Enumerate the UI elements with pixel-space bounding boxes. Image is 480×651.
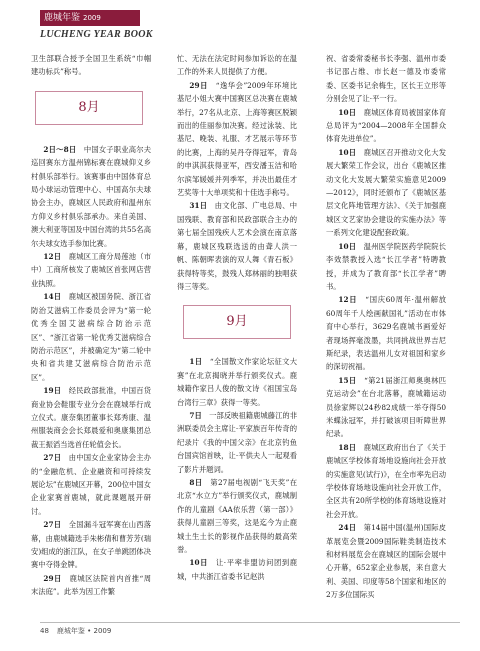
entry-text: 温州医学院医药学院院长李效禁教授入选“长江学者”特聘教授，并成为了教育部“长江学者”聘书。 [326, 241, 447, 291]
entry-date: 1日 [189, 357, 203, 367]
paragraph [31, 384, 151, 451]
entry-text: “国庆60周年·温州解放60周年千人绘画献国礼”活动在市体育中心举行，3629名鹿城书画爱好者现场挥毫泼墨，共同挑战世界吉尼斯纪录，表达温州儿女对祖国和家乡的深切祝福。 [326, 295, 446, 372]
entry-text: “全国散文作家论坛征文大赛”在北京揭晓并举行颁奖仪式。鹿城籍作家吕人俊的散文诗《祖国宝岛台湾行三章》获得一等奖。 [177, 357, 297, 407]
entry-text: 鹿城区召开推动文化大发展大繁荣工作会议，出台《鹿城区推动文化大发展大繁荣实施意见2009—2012》，同时还颁布了《鹿城区基层文化阵地管理方法》、《关于加强鹿城区文艺家协会建设的实施办法》等一系列文化建设配套政策。 [326, 147, 447, 238]
paragraph: 忙、无法在法定时间参加诉讼的在温工作的外来人员提供了方便。 [177, 54, 297, 77]
paragraph [31, 518, 151, 572]
paragraph [326, 521, 446, 601]
month-heading-august: 8月 [35, 91, 143, 125]
entry-text: 第27届电视剧“飞天奖”在北京“水立方”举行颁奖仪式，鹿城制作的儿童剧《AA依乐营（第一部）》获得儿童剧三等奖，这是迄今为止鹿城土生土长的影视作品获得的最高荣誉。 [177, 477, 298, 554]
entry-date: 15日 [338, 375, 357, 385]
entry-text: 全国漏斗冠军赛在山西落幕，由鹿城籍选手朱彬倩和曹芳芳(瑞安)组成的浙江队，在女子单跳团体决赛中夺得金牌。 [31, 520, 152, 570]
entry-text: 鹿城区法院首内首推“周末法庭”。此举为因工作繁 [31, 573, 152, 597]
header-title: 鹿城年鉴 [44, 13, 81, 23]
paragraph [177, 409, 297, 476]
text-column-1 [31, 52, 151, 599]
entry-date: 14日 [43, 292, 62, 302]
entry-date: 29日 [189, 80, 208, 90]
entry-date: 19日 [43, 386, 62, 396]
paragraph [326, 106, 446, 146]
entry-date: 10日 [338, 241, 357, 251]
entry-date: 31日 [189, 201, 208, 211]
entry-date: 27日 [43, 520, 62, 530]
paragraph [31, 290, 151, 384]
paragraph [177, 556, 297, 583]
entry-date: 12日 [338, 295, 358, 305]
entry-date: 24日 [338, 523, 357, 533]
entry-date: 7日 [189, 410, 202, 420]
paragraph [177, 355, 297, 409]
text-column-3 [326, 52, 446, 602]
paragraph [31, 572, 151, 599]
paragraph [326, 240, 446, 294]
entry-text: “逸华会”2009年环境比基尼小姐大赛中国赛区总决赛在鹿城举行，27名从北京、上海等赛区脱颖而出的佳丽参加决赛。经过泳装、比基尼、晚装、礼服、才艺展示等环节的比赛，上海的吴丹夺得冠军，青岛的申淇淇获得亚军，西安潘玉洁和哈尔滨邹媛媛并列季军，并决出最佳才艺奖等十大单项奖和十佳选手称号。 [177, 80, 298, 198]
entry-date: 2日～8日 [43, 144, 77, 154]
entry-text: 一部反映祖籍鹿城藤江的非洲联委员会主席让·平家族百年传奇的纪录片《我的中国父亲》在北京钓鱼台国宾馆首映，让·平供夫人一起观看了影片并题词。 [177, 410, 298, 474]
entry-text: 由文化部、广电总局、中国残联、教育部和民政部联合主办的第七届全国残疾人艺术会演在南京落幕，鹿城区残联选送的由聋人洪一帆、陈朝晖表演的双人舞《青石板》获得特等奖，鼓残人郑林丽的独唱获得三等奖。 [177, 201, 298, 291]
entry-text: 鹿城区工商分局莲池（市中）工商所核发了鹿城区首张网店营业执照。 [31, 252, 152, 288]
entry-date: 29日 [43, 573, 62, 583]
entry-date: 10日 [189, 558, 209, 568]
entry-text: “第21届浙江师奥奥林匹克运动会”在台北落幕，鹿城籍运动员徐家辉以24秒82成绩一举夺得50米蝶泳冠军，并打破该项目听障世界纪录。 [326, 375, 447, 439]
entry-date: 10日 [338, 107, 357, 117]
page-number: 48 [40, 627, 49, 635]
entry-date: 12日 [43, 252, 62, 262]
entry-date: 27日 [43, 453, 62, 463]
paragraph: 卫生部联合授予全国卫生系统“巾帼建功标兵”称号。 [31, 54, 151, 77]
entry-text: 由中国女企业家协会主办的“金融危机、企业融资和可持续发展论坛”在鹿城区开幕，200位中国女企业家赛首鹿城，就此课题展开研讨。 [31, 453, 152, 516]
entry-date: 8日 [189, 477, 203, 487]
paragraph [326, 374, 446, 441]
running-footer [40, 626, 111, 636]
header-year: 2009 [83, 14, 101, 22]
paragraph [31, 451, 151, 518]
entry-text: 中国女子职业高尔夫巡回赛东方温州锦标赛在鹿城仰义乡村俱乐部举行。该赛事由中国体育总局小球运动管理中心、中国高尔夫球协会主办，鹿城区人民政府和温州东方仰义乡村俱乐部承办。来自美国、澳大利亚等国及中国台湾的共55名高尔夫球女选手参加比赛。 [31, 144, 152, 248]
footer-title: 鹿城年鉴 • 2009 [56, 627, 112, 635]
entry-text: 第14届中国(温州)国际皮革展览会暨2009国际鞋类制造技术和材料展览会在鹿城区的国际会展中心开幕，652家企业参展，来自意大利、美国、印度等58个国家和地区的2万多位国际买 [326, 523, 446, 600]
entry-text: 鹿城区被国务院、浙江省防治艾滋病工作委员会评为“第一轮优秀全国艾滋病综合防治示范区”、“浙江省第一轮优秀艾滋病综合防治示范区”，并被确定为“第二轮中央和省共建艾滋病综合防治示范区”。 [31, 292, 152, 382]
entry-date: 18日 [338, 442, 357, 452]
text-column-2 [177, 52, 297, 583]
paragraph [326, 146, 446, 240]
paragraph: 祝、省委常委秘书长李强、温州市委书记邵占维、市长赵一德及市委常委、区委书记余梅生，区长王立形等分别会见了让·平一行。 [326, 54, 446, 104]
paragraph [31, 250, 151, 290]
header-title-bar [40, 10, 140, 26]
paragraph [177, 79, 297, 200]
paragraph [177, 476, 297, 556]
paragraph [326, 441, 446, 521]
running-header [40, 10, 190, 46]
month-heading-september: 9月 [183, 305, 291, 339]
paragraph [326, 293, 446, 373]
footer-divider [40, 622, 460, 623]
entry-date: 10日 [338, 147, 357, 157]
entry-text: 经民政部批准，中国百货商业协会鞋服专业分会在鹿城举行成立仪式。康奈集团董事长郑秀康、温州服装商会会长郑晨爱和奥康集团总裁王振滔当选首任轮值会长。 [31, 386, 152, 449]
paragraph [31, 143, 151, 250]
paragraph [177, 199, 297, 293]
header-english-title: LUCHENG YEAR BOOK [40, 29, 153, 40]
entry-text: 鹿城区政府出台了《关于鹿城区学校体育场地设施向社会开放的实施意见(试行)》，在全市率先启动学校体育场地设施向社会开放工作，全区共有20所学校的体育场地设施对社会开放。 [326, 442, 447, 519]
entry-text: 鹿城区体育局被国家体育总局评为“2004—2008年全国群众体育先进单位”。 [326, 107, 447, 144]
entry-text: 让·平率非盟访问团到鹿城，中共浙江省委书记赵洪 [177, 558, 298, 581]
